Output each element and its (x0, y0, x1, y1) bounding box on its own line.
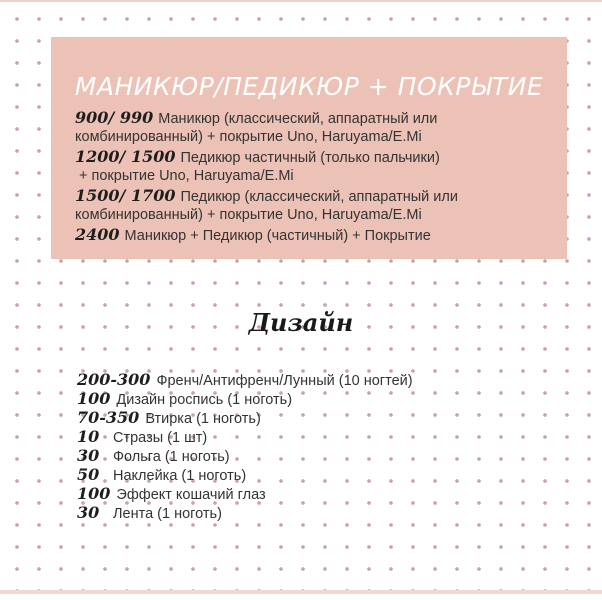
list-item (77, 370, 517, 389)
item-price: 50 (77, 465, 100, 484)
list-item (77, 465, 517, 484)
item-price: 100 (77, 389, 111, 408)
item-price: 30 (77, 446, 100, 465)
item-desc: Лента (1 ноготь) (113, 506, 222, 522)
item-desc: Эффект кошачий глаз (116, 487, 266, 503)
pricelist-card (51, 37, 567, 259)
item-price: 900/ 990 (75, 108, 154, 127)
pricelist-title: МАНИКЮР/ПЕДИКЮР + ПОКРЫТИЕ (74, 71, 544, 101)
list-item (77, 503, 517, 522)
list-item (75, 226, 555, 245)
item-price: 1500/ 1700 (75, 186, 176, 205)
list-item (75, 148, 555, 185)
item-desc: Маникюр (классический, аппаратный или (158, 111, 438, 127)
item-price: 70-350 (77, 408, 140, 427)
item-desc-continued: + покрытие Uno, Haruyama/E.Mi (79, 168, 294, 184)
item-price: 200-300 (77, 370, 151, 389)
item-desc: Наклейка (1 ноготь) (113, 468, 247, 484)
design-items (77, 370, 517, 522)
pricelist-items (75, 109, 555, 247)
list-item (75, 109, 555, 146)
item-price: 10 (77, 427, 100, 446)
list-item (77, 389, 517, 408)
item-price: 100 (77, 484, 111, 503)
item-price: 2400 (75, 225, 120, 244)
item-desc-continued: комбинированный) + покрытие Uno, Haruyama/E.Mi (75, 207, 422, 223)
item-desc: Втирка (1 ноготь) (145, 411, 261, 427)
item-desc: Педикюр частичный (только пальчики) (180, 150, 440, 166)
item-price: 30 (77, 503, 100, 522)
top-divider (0, 0, 602, 2)
item-desc: Дизайн роспись (1 ноготь) (116, 392, 293, 408)
list-item (75, 187, 555, 224)
list-item (77, 446, 517, 465)
list-item (77, 427, 517, 446)
item-desc: Френч/Антифренч/Лунный (10 ногтей) (156, 373, 413, 389)
item-desc: Стразы (1 шт) (113, 430, 208, 446)
list-item (77, 484, 517, 503)
bottom-divider (0, 590, 602, 594)
item-desc: Педикюр (классический, аппаратный или (180, 189, 458, 205)
item-price: 1200/ 1500 (75, 147, 176, 166)
design-title: Дизайн (248, 308, 354, 337)
list-item (77, 408, 517, 427)
item-desc: Фольга (1 ноготь) (113, 449, 230, 465)
item-desc: Маникюр + Педикюр (частичный) + Покрытие (124, 228, 431, 244)
item-desc-continued: комбинированный) + покрытие Uno, Haruyama/E.Mi (75, 129, 422, 145)
